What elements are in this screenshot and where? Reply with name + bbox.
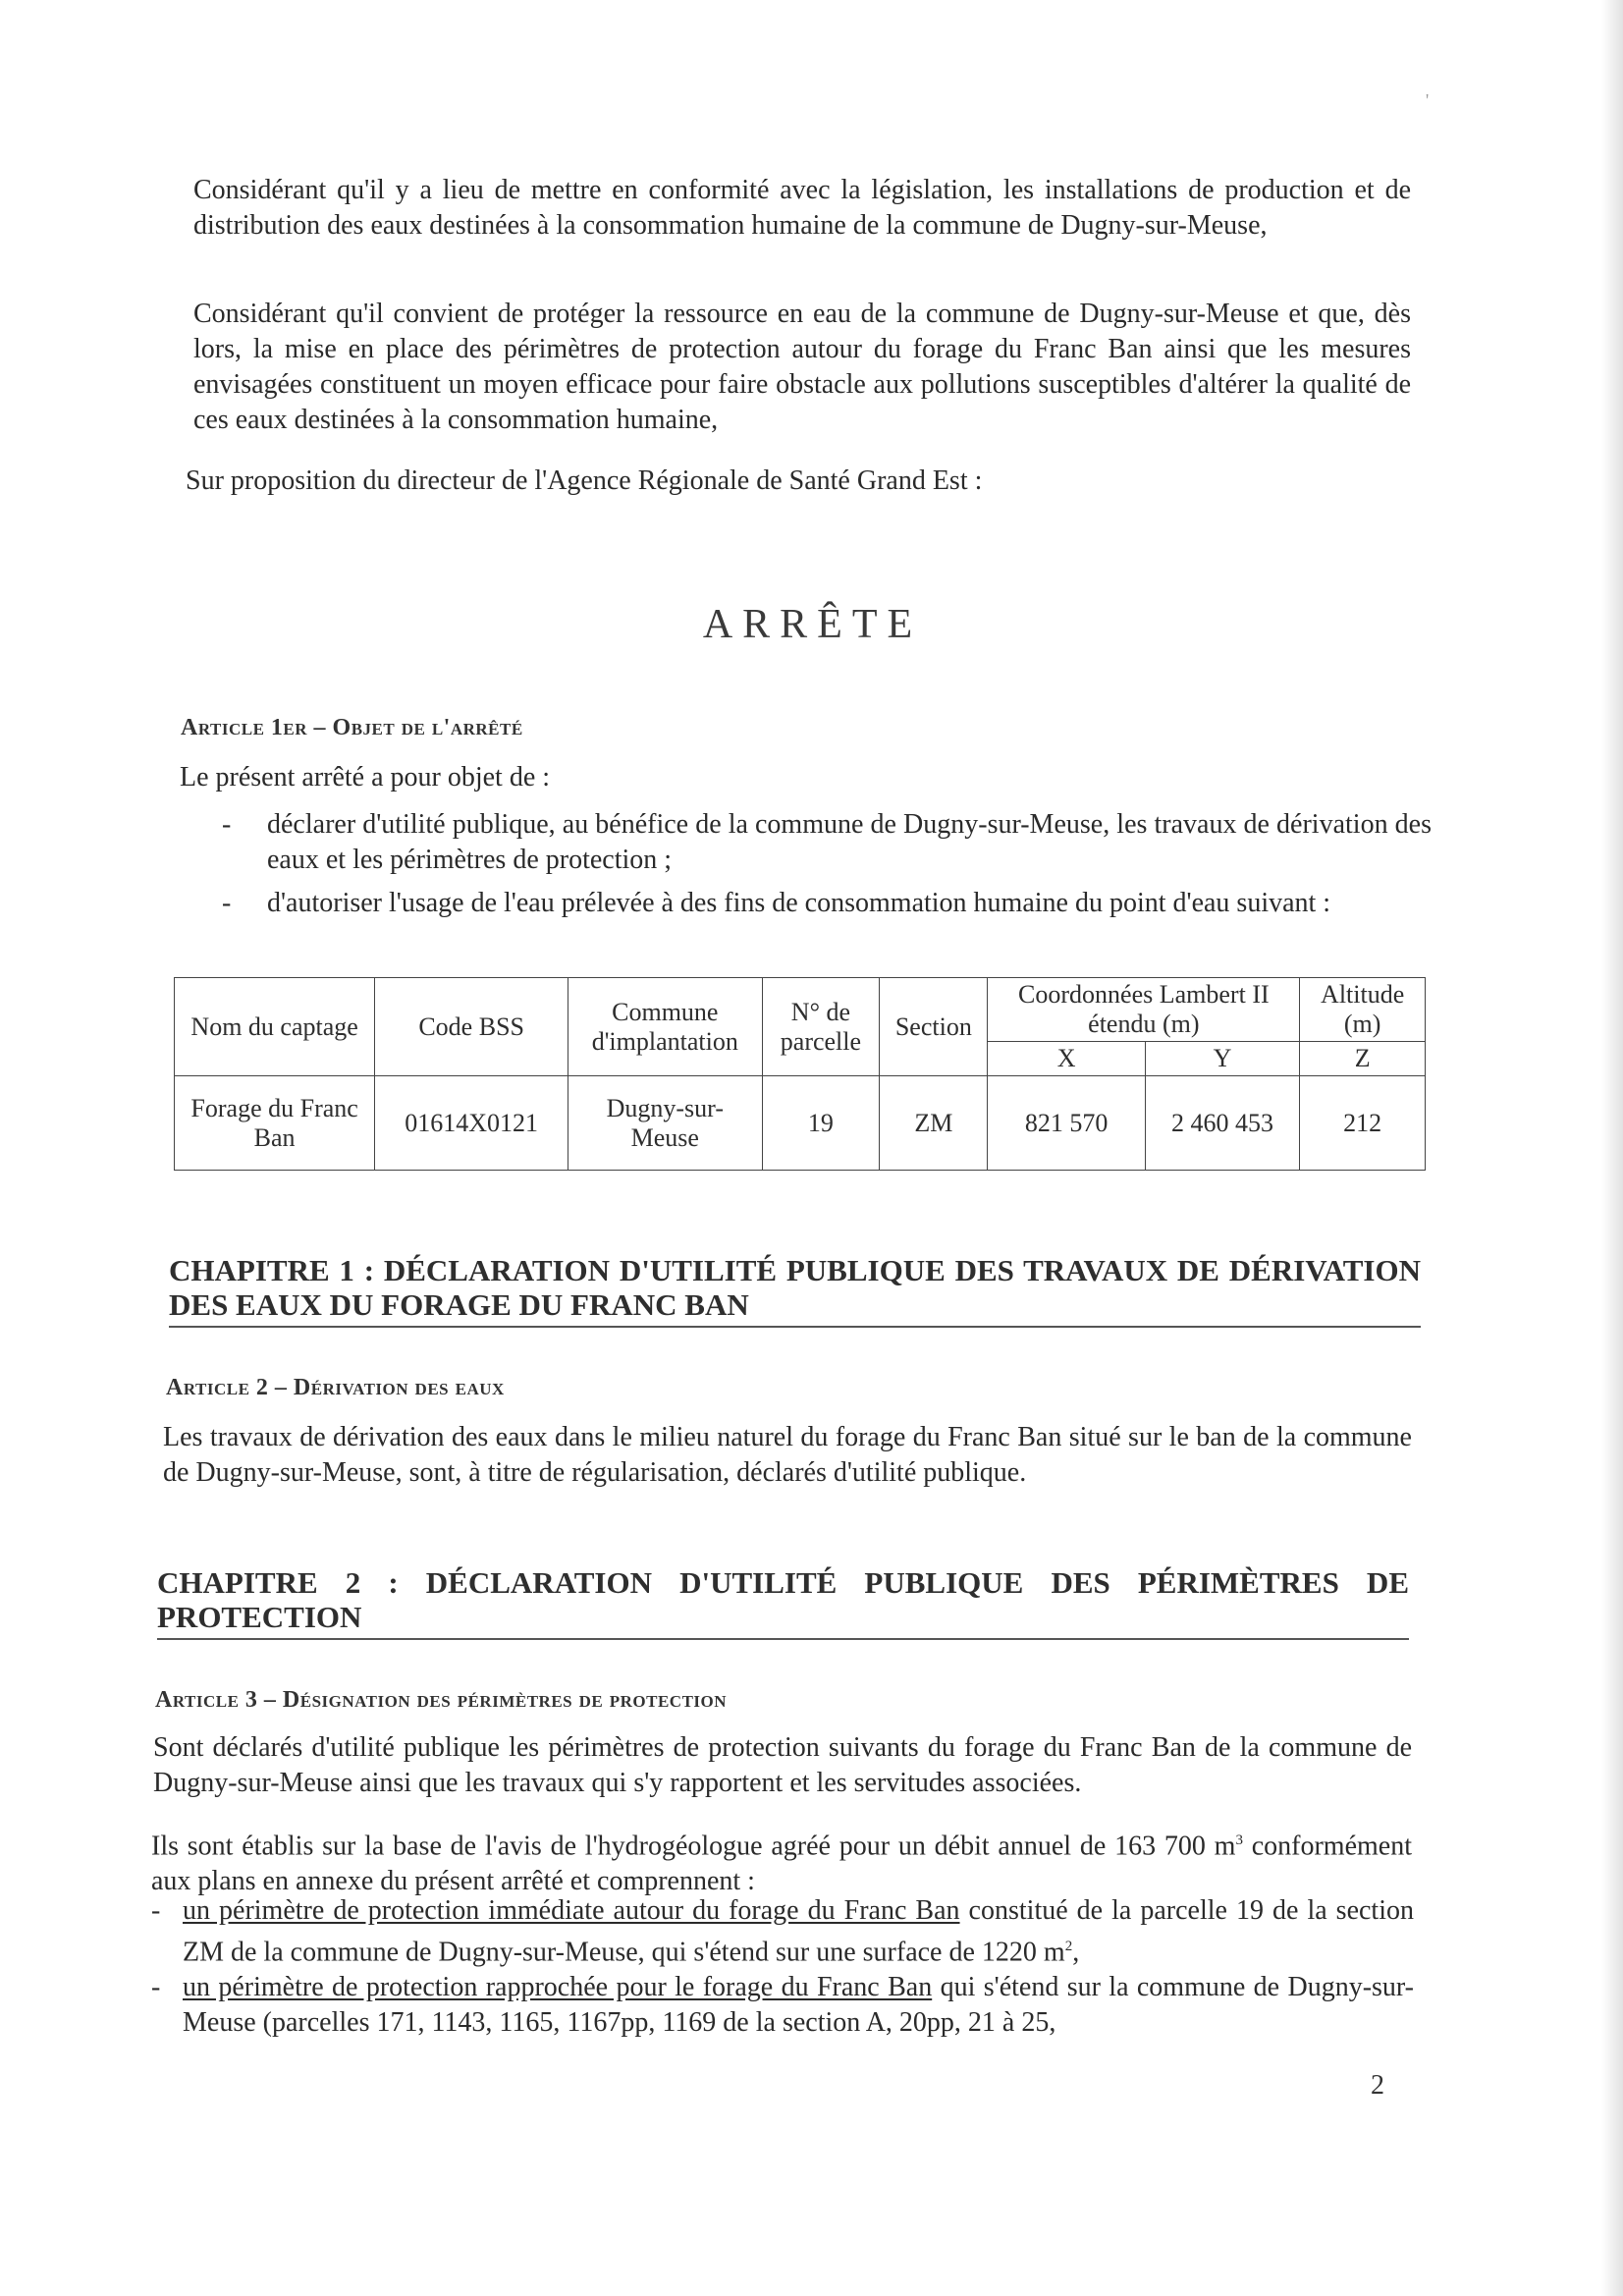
- intro-paragraph-3: Sur proposition du directeur de l'Agence Régionale de Santé Grand Est :: [186, 465, 983, 496]
- list-item: [212, 807, 1432, 878]
- cell-x: 821 570: [988, 1076, 1145, 1171]
- bullet-dash: -: [222, 809, 232, 840]
- article-3-bullet-list: [151, 1893, 1414, 2041]
- header-y: Y: [1145, 1042, 1300, 1076]
- header-parcelle: N° de parcelle: [762, 978, 880, 1076]
- cell-code: 01614X0121: [375, 1076, 568, 1171]
- header-code: Code BSS: [375, 978, 568, 1076]
- cell-nom: Forage du Franc Ban: [175, 1076, 375, 1171]
- paragraph-text: Ils sont établis sur la base de l'avis de l'hydrogéologue agréé pour un débit annuel de 163 700 m: [151, 1831, 1236, 1862]
- bullet-dash: -: [151, 1895, 161, 1926]
- article-1-intro: Le présent arrêté a pour objet de :: [180, 762, 551, 793]
- decree-title: ARRÊTE: [702, 602, 923, 647]
- article-1-bullet-list: [212, 807, 1432, 929]
- list-item: [151, 1970, 1414, 2041]
- article-3-paragraph-2: [151, 1823, 1412, 1899]
- cell-y: 2 460 453: [1145, 1076, 1300, 1171]
- bullet-text: d'autoriser l'usage de l'eau prélevée à des fins de consommation humaine du point d'eau suivant :: [267, 888, 1331, 918]
- captage-table: [174, 977, 1426, 1171]
- bullet-dash: -: [222, 888, 232, 918]
- table-row: [175, 1076, 1426, 1171]
- header-x: X: [988, 1042, 1145, 1076]
- corner-mark: ': [1426, 90, 1430, 110]
- header-altitude: Altitude (m): [1300, 978, 1426, 1042]
- underlined-text: un périmètre de protection rapprochée pour le forage du Franc Ban: [183, 1972, 933, 2003]
- bullet-text: constitué de la parcelle 19 de la section ZM de la commune de Dugny-sur-Meuse, qui s'étend sur une surface de 1220 m: [183, 1895, 1414, 1968]
- intro-paragraph-2: Considérant qu'il convient de protéger la ressource en eau de la commune de Dugny-sur-Meuse et que, dès lors, la mise en place des périmètres de protection autour du forage du Franc Ban ainsi que les mesures envisagées constituent un moyen efficace pour faire obstacle aux pollutions susceptibles d'altérer la qualité de ces eaux destinées à la consommation humaine,: [193, 299, 1411, 435]
- bullet-text: qui s'étend sur la commune de Dugny-sur-Meuse (parcelles 171, 1143, 1165, 1167pp, 1169 de la section A, 20pp, 21 à 25,: [183, 1972, 1414, 2039]
- paragraph-text: conformément aux plans en annexe du présent arrêté et comprennent :: [151, 1831, 1412, 1897]
- bullet-text: déclarer d'utilité publique, au bénéfice de la commune de Dugny-sur-Meuse, les travaux de dérivation des eaux et les périmètres de protection ;: [267, 809, 1432, 875]
- header-nom: Nom du captage: [175, 978, 375, 1076]
- cell-commune: Dugny-sur-Meuse: [568, 1076, 762, 1171]
- article-3-paragraph-1: Sont déclarés d'utilité publique les périmètres de protection suivants du forage du Franc Ban de la commune de Dugny-sur-Meuse ainsi que les travaux qui s'y rapportent et les servitudes associées.: [153, 1732, 1412, 1798]
- page-number: 2: [1371, 2070, 1384, 2101]
- bullet-dash: -: [151, 1972, 161, 2003]
- underlined-text: un périmètre de protection immédiate autour du forage du Franc Ban: [183, 1895, 960, 1926]
- cell-parcelle: 19: [762, 1076, 880, 1171]
- list-item: [151, 1893, 1414, 1970]
- intro-paragraph-1: Considérant qu'il y a lieu de mettre en conformité avec la législation, les installations de production et de distribution des eaux destinées à la consommation humaine de la commune de Dugny-sur-Meuse,: [193, 175, 1411, 241]
- chapter-2-heading: CHAPITRE 2 : DÉCLARATION D'UTILITÉ PUBLIQUE DES PÉRIMÈTRES DE PROTECTION: [157, 1565, 1409, 1640]
- article-1-heading: Article 1er – Objet de l'arrêté: [181, 715, 523, 740]
- article-2-text: Les travaux de dérivation des eaux dans le milieu naturel du forage du Franc Ban situé sur le ban de la commune de Dugny-sur-Meuse, sont, à titre de régularisation, déclarés d'utilité publique.: [163, 1422, 1412, 1488]
- scan-edge-shadow: [1601, 0, 1623, 2296]
- article-3-heading: Article 3 – Désignation des périmètres de protection: [155, 1687, 728, 1713]
- article-2-heading: Article 2 – Dérivation des eaux: [166, 1375, 505, 1400]
- chapter-1-heading: CHAPITRE 1 : DÉCLARATION D'UTILITÉ PUBLIQUE DES TRAVAUX DE DÉRIVATION DES EAUX DU FORAGE DU FRANC BAN: [169, 1253, 1421, 1328]
- superscript: 2: [1064, 1939, 1073, 1954]
- superscript: 3: [1235, 1832, 1243, 1848]
- bullet-text: ,: [1072, 1937, 1080, 1968]
- header-section: Section: [880, 978, 988, 1076]
- header-z: Z: [1300, 1042, 1426, 1076]
- list-item: [212, 886, 1432, 921]
- header-commune: Commune d'implantation: [568, 978, 762, 1076]
- cell-section: ZM: [880, 1076, 988, 1171]
- header-coordinates: Coordonnées Lambert II étendu (m): [988, 978, 1300, 1042]
- cell-z: 212: [1300, 1076, 1426, 1171]
